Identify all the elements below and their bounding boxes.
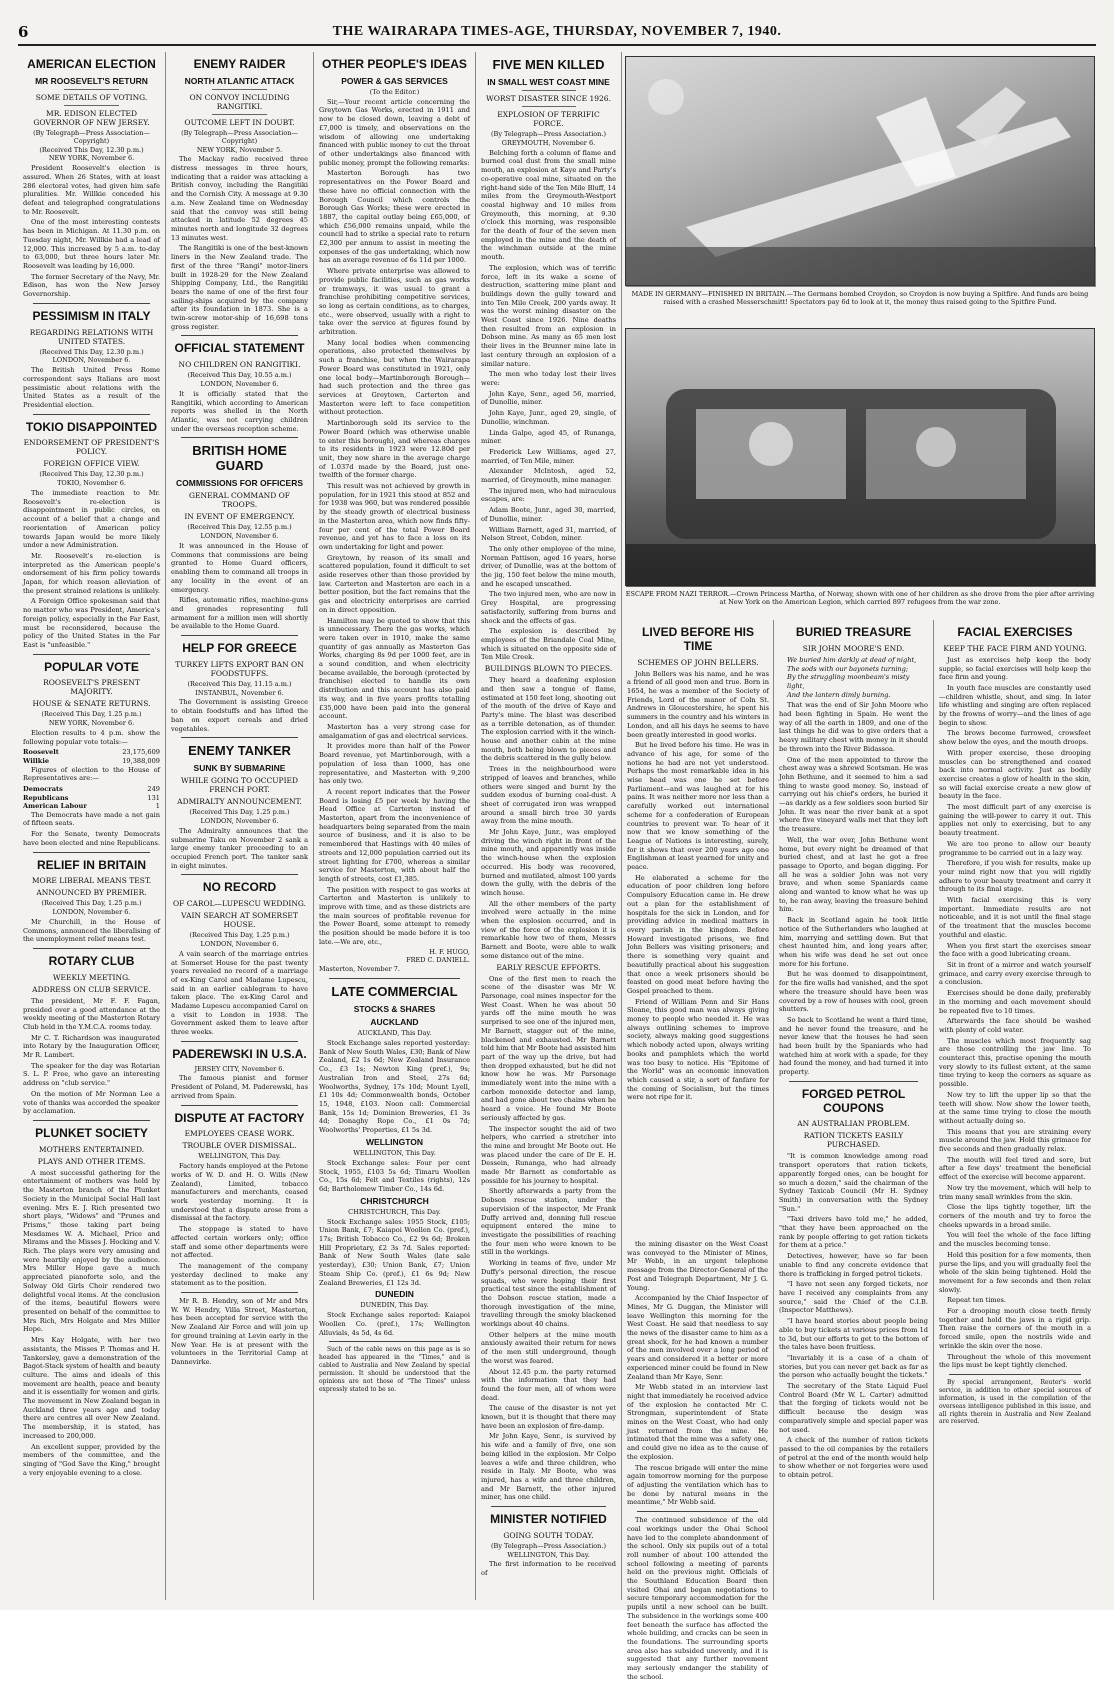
article-body: It was announced in the House of Commons that commissions are being granted to Home Guard officers, enabling them to command all troops in any locality in the event of an emergency. Rifles, automatic rifles, machine-guns and grenades representing full armament for a million men will shortly be available to the Home Guard. <box>171 542 308 631</box>
subheadline: IN SMALL WEST COAST MINE <box>487 76 610 87</box>
house-table <box>23 785 160 811</box>
deck: ENDORSEMENT OF PRESIDENT'S POLICY. <box>23 438 160 457</box>
article-body: A most successful gathering for the entertainment of mothers was held by the Masterton branch of the Plunket Society in the Municipal Social Hall last evening. Mrs E. J. Rich presented two short plays, "Widows" and "Prunes and Prisms," those taking part being Mesdames W. A. Michael, Price and Mirams and the Misses J. Hocking and V. Rich. The plays were very amusing and were heartily enjoyed by the audience. Mrs Miller Hope gave a much appreciated pianoforte solo, and the Solway Old Girls Choir rendered two delightful vocal items. At the conclusion of the items, beautiful flowers were presented on behalf of the committee to Mrs Rich, Mrs Holgate and Mrs Miller Hope. Mrs Kay Holgate, with her two assistants, the Misses P. Thomas and H. Tankersley, gave a demonstration of the Bagot-Stack system of health and beauty culture. The aims and ideals of this movement are health, peace and beauty and it is essentially for women and girls. The movement in New Zealand began in Auckland three years ago and today there are centres all over New Zealand. The membership, it is stated, has increased to 200,000. An excellent supper, provided by the members of the committee, and the singing of "God Save the King," brought a very enjoyable evening to a close. <box>23 1168 160 1477</box>
article-body: The British United Press Rome correspondent says Italians are most pessimistic about relations with the United States as a result of the Presidential election. <box>23 366 160 409</box>
headline: OTHER PEOPLE'S IDEAS <box>322 57 467 71</box>
article-body: The Democrats have made a net gain of fifteen seats. For the Senate, twenty Democrats have been elected and nine Republicans. <box>23 810 160 847</box>
section-heading: EARLY RESCUE EFFORTS. <box>496 962 601 972</box>
article-body: Election results to 4 p.m. show the following popular vote totals:— <box>23 729 160 746</box>
subheadline: NORTH ATLANTIC ATTACK <box>184 75 295 86</box>
deck: SOME DETAILS OF VOTING. <box>35 92 148 102</box>
article-body: Factory hands employed at the Petone works of W. D. and H. O. Wills (New Zealand), Limited, tobacco manufacturers and merchants, ceased work yesterday morning. It is understood that a dispute arose from a dismissal at the factory. The stoppage is stated to have affected certain workers only; office staff and some other departments were not affected. The management of the company yesterday declined to make any statement as to the position. <box>171 1162 308 1288</box>
article-body: The Government is assisting Greece to obtain foodstuffs and has lifted the ban on export cereals and dried vegetables. <box>171 698 308 733</box>
city-heading: CHRISTCHURCH <box>360 1195 429 1206</box>
headline: PADEREWSKI IN U.S.A. <box>172 1046 307 1061</box>
deck: TROUBLE OVER DISMISSAL. <box>182 1141 297 1151</box>
deck: ADDRESS ON CLUB SERVICE. <box>32 984 151 994</box>
article-body: The Mackay radio received three distress messages in three hours, indicating that a raider was attacking a British convoy, including the Rangitiki and the Cornish City. A message at 9.30 a.m. New Zealand time on Wednesday said that the convoy was still being attacked in latitude 52 degrees 45 minutes north and longitude 32 degrees 13 minutes west. The Rangitiki is one of the best-known liners in the New Zealand trade. The first of the three "Rangi" motor-liners built in 1928-29 for the New Zealand Shipping Company, Ltd., the Rangitiki bears the name of one of the first four sailing-ships acquired by the company after its foundation in 1873. She is a twin-screw motor-ship of 16,698 tons gross register. <box>171 155 308 331</box>
photo-caption: MADE IN GERMANY—FINISHED IN BRITAIN.—The Germans bombed Croydon, so Croydon is now buying a Spitfire. And funds are being raised with a crashed Messerschmitt! Spectators pay 6d to look at it, the money thus raised going to the Spitfire Fund. <box>631 290 1089 307</box>
article-body: It is officially stated that the Rangitiki, which according to American reports was shelled in the North Atlantic, was not carrying children under the overseas reception scheme. <box>171 389 308 433</box>
subheadline: MR ROOSEVELT'S RETURN <box>35 75 148 86</box>
cable-note: Such of the cable news on this page as is so headed has appeared in the "Times," and is cabled to Australia and New Zealand by special permission. It should be understood that the opinions are not those of "The Times" unless expressly stated to be so. <box>319 1346 470 1393</box>
article-body: Just as exercises help keep the body supple, so facial exercises will help keep the face firm and young. In youth face muscles are constantly used—children whistle, shout, and sing. In later life whistling and singing are often replaced by the frowns of worry—and the lines of age begin to show. The brows become furrowed, crowsfeet show below the eyes, and the mouth droops. With proper exercise, these drooping muscles can be strengthened and coaxed back into normal activity. Just as bodily exercise creates a glow of health in the skin, so will facial exercise create a new glow of beauty in the face. The most difficult part of any exercise is gaining the will-power to carry it out. This applies not only to exercising, but to any beauty treatment. We are too prone to allow our beauty programme to be carried out in a lazy way. Therefore, if you wish for results, make up your mind right now that you will rigidly adhere to your beauty treatment and carry it through to its final stage. With facial exercising this is very important. Immediate results are not noticeable, and it is not until the final stage of the treatment that the muscles become youthful and elastic. When you first start the exercises smear the face with a good lubricating cream. Sit in front of a mirror and watch yourself grimace, and carry every exercise through to a conclusion. Exercises should be done daily, preferably in the morning and each movement should be repeated five to 10 times. Afterwards the face should be washed with plenty of cold water. The muscles which most frequently sag are those controlling the jaw line. To counteract this, practise opening the mouth very slowly to its fullest extent, at the same time trying to keep the corners as square as possible. Now try to lift the upper lip so that the teeth will show. Now show the lower teeth, at the same time trying to close the mouth without actually doing so. This means that you are straining every muscle around the jaw. Hold this grimace for five seconds and then gradually relax. The mouth will feel tired and sore, but after a few days' treatment the beneficial effect of the exercise will become apparent. Now try the movement, which will help to trim many small wrinkles from the skin. Close the lips tightly together, lift the corners of the mouth and try to force the cheeks upwards in a broad smile. You will feel the whole of the face lifting and the muscles becoming tense. Hold this position for a few moments, then purse the lips, and you will gradually feel the whole of the skin being tightened. Hold the movement for a few seconds and then relax slowly. Repeat ten times. For a drooping mouth close teeth firmly together and hold the jaws in a rigid grip. Then raise the corners of the mouth in a forced smile, open the nostrils wide and wrinkle the skin over the nose. Throughout the whole of this movement the lips must be kept tightly clenched. <box>939 655 1091 1370</box>
page-number: 6 <box>18 23 29 41</box>
dateline: NEW YORK, November 6. <box>48 154 135 163</box>
received-line: (Received This Day, 10.55 a.m.) <box>187 371 292 380</box>
table-row: Willkie 19,388,009 <box>23 757 160 766</box>
photo-crashed-messerschmitt <box>625 56 1095 286</box>
received-line: (Received This Day, 12.55 p.m.) <box>187 523 292 532</box>
article-body: That was the end of Sir John Moore who had been fighting in Spain. He went the way of all the earth in 1809, and one of the last things he did was to give orders that a heavy military chest with money in it should be thrown into the River Bidassoa. One of the men appointed to throw the chest away was a shrewd Scotsman. He was John Bethune, and it seemed to him a sad thing to waste good money. So, instead of carrying out his chief's orders, he buried it—as darkly as a few soldiers soon buried Sir John. It was near the river bank at a spot where five vineyard walls met that they left the treasure. Well, the war over, John Bethune went home, but every night he dreamed of that buried chest, and at last he got a free passage to Oporto, and began digging. For all he was a soldier John was not very brave, and when some Spaniards came along and wanted to know what he was up to, he ran away, leaving the treasure behind him. Back in Scotland again he took little notice of the Sutherlanders who laughed at him, marrying and settling down. But that chest haunted him, and long years after, when his wife was dead he set out once more for his fortune. But he was doomed to disappointment, for the fire walls had vanished, and the spot where the treasure should have been was covered by a row of houses with cool, green shutters. So back to Scotland he went a third time, and he never found the treasure, and he never knew that the houses he had seen had been built by the Spaniards who had watched him at work with a spade, for they had found the money, and had turned it into property. <box>779 701 928 1077</box>
deck: FOREIGN OFFICE VIEW. <box>43 459 140 469</box>
received-line: (Received This Day, 1.25 p.m.) <box>41 710 142 719</box>
deck: HOUSE & SENATE RETURNS. <box>32 699 151 709</box>
dateline: TOKIO, November 6. <box>57 479 126 488</box>
deck: WEEKLY MEETING. <box>52 972 131 982</box>
credit-line: (By Telegraph—Press Association—Copyright) <box>181 128 298 145</box>
received-line: (Received This Day, 12.30 p.m.) <box>39 145 144 154</box>
car-illustration <box>626 329 1096 587</box>
poem: We buried him darkly at dead of night, The sods with our bayonets turning; By the struggling moonbeam's misty light, And the lantern dimly burning. <box>787 655 917 699</box>
dateline: LONDON, November 6. <box>52 356 131 365</box>
deck: MOTHERS ENTERTAINED. <box>38 1144 145 1154</box>
table-row: Roosevelt 23,175,609 <box>23 748 160 757</box>
article-body: Stock Exchange sales: Four per cent Stock, 1955, £103 5s 6d; Timaru Woollen Co., 15s 6d; Felt and Textiles (rights), 12s 6d; Bartholomew Timber Co., 14s 6d. <box>319 1158 470 1193</box>
headline: NO RECORD <box>202 880 277 895</box>
dateline: LONDON, November 6. <box>200 380 279 389</box>
article-body: John Bellers was his name, and he was a friend of all good men and true. Born in 1654, he was a member of the Society of Friends, Lord of the manor of Coln St. Andrews in Gloucestershire, he spent his summers in the country and his winters in London, and all his days he seems to have been greatly interested in good works. But he lived before his time. He was in advance of his age, for some of the notions he had are not yet understood. Perhaps the most remarkable idea in his wise head was one he set before Parliament—and was laughed at for his pains. It was neither more nor less than a carefully worked out international scheme for a confederation of European countries to prevent war. To hear of it now that we know something of the League of Nations is interesting, surely, for it shows that over 200 years ago one Englishman at least yearned for unity and peace. He elaborated a scheme for the education of poor children long before Compulsory Education came in. He drew out a plan for the establishment of hospitals for the sick in London, and for providing advice in medical matters in every parish in the kingdom. Before Howard investigated prisons, we find John Bellers was visiting prisoners; and there is something very quaint and beautifully practical about his suggestion that once a week prisoners should be feasted on good meat before having the Gospel preached to them. Friend of William Penn and Sir Hans Sloane, this good man was always giving money to people who needed it. He was always outlining schemes to improve society, always making good suggestions which nobody acted upon, always writing books and pamphlets which the world was too busy to notice. His "Epitome of the World" was an economic innovation which caused a stir, a sort of fanfare for the coming of Socialism, but the times were not ripe for it. <box>627 669 769 1102</box>
article-body: President Roosevelt's election is assured. When 26 States, with at least 286 electoral votes, had given him safe pluralities. Mr. Willkie conceded his defeat and telegraphed congratulations to Mr. Roosevelt. One of the most interesting contests has been in Michigan. At 11.30 p.m. on Tuesday night, Mr. Willkie had a lead of 12,000. This increased by 5 a.m. to-day to 63,000, but three hours later Mr. Roosevelt was leading by 16,000. The former Secretary of the Navy, Mr. Edison, has won the New Jersey Governorship. <box>23 164 160 299</box>
dateline: LONDON, November 6. <box>200 532 279 541</box>
headline: LIVED BEFORE HIS TIME <box>641 625 754 653</box>
headline: OFFICIAL STATEMENT <box>174 341 305 356</box>
deck: SCHEMES OF JOHN BELLERS. <box>637 657 759 667</box>
received-line: (Received This Day, 12.30 p.m.) <box>39 470 144 479</box>
received-line: (Received This Day, 1.25 p.m.) <box>189 931 290 940</box>
headline: DISPUTE AT FACTORY <box>174 1110 305 1125</box>
column-american-election <box>18 52 166 1600</box>
headline: PLUNKET SOCIETY <box>35 1125 148 1140</box>
deck: ROOSEVELT'S PRESENT MAJORITY. <box>43 678 140 697</box>
received-line: (Received This Day, 1.25 p.m.) <box>41 899 142 908</box>
article-body: Belching forth a column of flame and burned coal dust from the small mine mouth, an explosion at Kaye and Party's co-operative coal mine, situated on the right-hand side of the Ten Mile Bluff, 14 miles from the Greymouth-Westport coastal highway and 10 miles from Greymouth, this morning, at 9.30 o'clock this morning, was responsible for the death of four of the seven men employed in the mine and the death of the winchman outside at the mine mouth. The explosion, which was of terrific force, left in its wake a scene of destruction, scattering mine plant and buildings down the gully toward and into Ten Mile Creek, 200 yards away. It was the worst mining disaster on the West Coast since 1926. Nine deaths then resulted from an explosion in Dobson mine. As many as 65 men lost their lives in the Brunner mine late in last century through an explosion of a similar nature. The men who today lost their lives were: John Kaye, Senr., aged 56, married, of Dunollie, miner. John Kaye, Junr., aged 29, single, of Dunollie, winchman. Linda Galpo, aged 45, of Runanga, miner. Frederick Lew Williams, aged 27, married, of Ten Mile, miner. Alexander McIntosh, aged 52, married, of Greymouth, mine manager. The injured men, who had miraculous escapes, are: Adam Boote, Junr., aged 30, married, of Dunollie, miner. William Barnett, aged 31, married, of Nelson Street, Cobden, miner. The only other employee of the mine, Norman Pattison, aged 16 years, horse driver, of Dunollie, was at the bottom of the jig, 150 feet below the mine mouth, and he escaped unscathed. The two injured men, who are now in Grey Hospital, are progressing satisfactorily, suffering from burns and shock and the effects of gas. The explosion is described by employees of the Briandale Coal Mine, which is situated on the opposite side of Ten Mile Creek. <box>481 148 616 662</box>
subheadline: COMMISSIONS FOR OFFICERS <box>175 478 304 489</box>
deck: SIR JOHN MOORE'S END. <box>802 643 905 653</box>
signature: FRED C. DANIELL. <box>406 956 470 965</box>
masthead <box>18 20 1096 46</box>
deck: EMPLOYEES CEASE WORK. <box>184 1129 295 1139</box>
headline: ENEMY TANKER <box>188 743 291 759</box>
deck: IN EVENT OF EMERGENCY. <box>184 512 295 522</box>
credit-line: (By Telegraph—Press Association.) <box>491 130 606 139</box>
headline: HELP FOR GREECE <box>182 641 297 656</box>
deck: RATION TICKETS EASILY PURCHASED. <box>803 1131 904 1150</box>
headline: FACIAL EXERCISES <box>957 625 1073 639</box>
article-body: "It is common knowledge among road transport operators that ration tickets, apparently forged ones, can be bought for so much a dozen," said the chairman of the Sydney Taxicab Council (Mr H. Sydney Smith) in conversation with the Sydney "Sun." "Taxi drivers have told me," he added, "that they have been approached on the rank by people offering to get ration tickets for them at a price." Detectives, however, have so far been unable to find any concrete evidence that there is trafficking in forged petrol tickets. "I have not seen any forged tickets, nor have I received any complaints from any source," said the Chief of the C.I.B. (Inspector Matthews). "I have heard stories about people being able to buy tickets at various prices from 1d to 3d, but our efforts to get to the bottom of the tales have been fruitless. "Invariably it is a case of a chain of stories, but you can never get back as far as the person who actually bought the tickets." The secretary of the State Liquid Fuel Control Board (Mr W. L. Carter) admitted that the forging of tickets would not be difficult because the design was comparatively simple and special paper was not used. A check of the number of ration tickets passed to the oil companies by the retailers of petrol at the end of the month would help to show whether or not forgeries were used to obtain petrol. <box>779 1152 928 1480</box>
dateline: NEW YORK, November 6. <box>48 719 135 728</box>
headline: TOKIO DISAPPOINTED <box>25 419 158 434</box>
headline: MINISTER NOTIFIED <box>490 1512 607 1527</box>
headline: BRITISH HOME GUARD <box>192 443 287 474</box>
deck: VAIN SEARCH AT SOMERSET HOUSE. <box>181 911 298 930</box>
dateline: LONDON, November 6. <box>200 940 279 949</box>
deck: GOING SOUTH TODAY. <box>503 1530 594 1540</box>
article-body: Stock Exchange sales reported: Kaiapoi Woollen Co. (pref.), 17s; Wellington Alluvials, 4s 5d, 4s 6d. <box>319 1311 470 1337</box>
received-line: (Received This Day, 1.25 p.m.) <box>189 808 290 817</box>
city-heading: DUNEDIN <box>375 1289 414 1300</box>
dateline: WELLINGTON, This Day. <box>507 1550 590 1559</box>
deck: MR. EDISON ELECTED GOVERNOR OF NEW JERSEY. <box>33 108 150 127</box>
to-editor: (To the Editor.) <box>369 87 420 96</box>
article-body: The famous pianist and former President of Poland, M. Paderewski, has arrived from Spain. <box>171 1074 308 1100</box>
headline: RELIEF IN BRITAIN <box>36 857 147 872</box>
dateline: WELLINGTON, This Day. <box>198 1152 281 1161</box>
city-heading: AUCKLAND <box>370 1017 419 1028</box>
photo-princess-martha <box>625 328 1095 586</box>
article-body: the mining disaster on the West Coast was conveyed to the Minister of Mines, Mr Webb, in an urgent telephone message from the Director-General of the Post and Telegraph Department, Mr J. G. Young. Accompanied by the Chief Inspector of Mines, Mr G. Duggan, the Minister will leave Wellington this morning for the West Coast. He said that needless to say the news of the disaster came to him as a great shock, for he had known a number of the men involved over a long period of years and considered it a better or more experienced miner could be found in New Zealand than Mr Kaye, Senr. Mr Webb stated in an interview last night that immediately he received advice of the explosion he contacted Mr C. Strongman, superintendent of State mines on the West Coast, who had only just returned from the mine. He intimated that the mine was a safety one, and could give no idea as to the cause of the explosion. The rescue brigade will enter the mine again tomorrow morning for the purpose of adjusting the ventilation which has to be done by natural means in the meantime," Mr Webb said. <box>627 1240 768 1507</box>
deck: PLAYS AND OTHER ITEMS. <box>37 1156 146 1166</box>
article-body: One of the first men to reach the scene of the disaster was Mr W. Parsonage, coal mines inspector for the West Coast. When he was about 50 yards off the mine mouth he was surprised to see one of the injured men, Mr Barnett, stagger out of the mine, blackened and exhausted. Mr Barnett told him that Mr Boote had assisted him part of the way up the drive, but had then dropped exhausted, but he did not know how he was. Mr Parsonage immediately went into the mine with a carbon monoxide detector and lamp, and had gone about two chains when he heard a voice. He found Mr Boote seriously affected by gas. The inspector sought the aid of two helpers, who carried a stretcher into the mine and brought Mr Boote out. He was placed under the care of Dr E. H. Dessein, Runanga, who had already made Mr Barnett as comfortable as possible for his journey to hospital. Shortly afterwards a party from the Dobson rescue station, under the supervision of the inspector, Mr Frank Duffy arrived and, donning full rescue equipment entered the mine to investigate the possibilities of reaching the four men who were known to be still in the workings. Working in teams of five, under Mr Duffy's personal direction, the rescue squads, who were hoping their first practical test since the establishment of the Dobson rescue station, made a thorough investigation of the mine, travelling through the smoky blackened workings about 40 chains. Other helpers at the mine mouth anxiously awaited their return for news of the men still underground, though the worst was feared. About 12.45 p.m. the party returned with the information that they had found the four men, all of whom were dead. The cause of the disaster is not yet known, but it is thought that there may have been an explosion of fire-damp. Mr John Kaye, Senr., is survived by his wife and a family of five, one son being killed in the explosion. Mr Colpo leaves a wife and three children, who reside in Italy. Mr Boote, who was injured, has a wife and three children, and Mr Barnett, the other injured miner, has one child. <box>481 974 616 1502</box>
deck: REGARDING RELATIONS WITH UNITED STATES. <box>29 327 154 346</box>
deck: EXPLOSION OF TERRIFIC FORCE. <box>497 110 600 129</box>
headline: BURIED TREASURE <box>795 625 912 639</box>
signature-place: Masterton, November 7. <box>319 965 400 974</box>
subheadline: SUNK BY SUBMARINE <box>193 763 286 774</box>
column-other-peoples-ideas <box>314 52 476 1600</box>
column-enemy-raider <box>166 52 314 1600</box>
column-five-men-killed <box>476 52 622 1600</box>
subheadline: STOCKS & SHARES <box>353 1003 436 1014</box>
headline: ENEMY RAIDER <box>193 57 286 71</box>
deck: GENERAL COMMAND OF TROOPS. <box>189 491 290 510</box>
city-heading: WELLINGTON <box>366 1136 423 1147</box>
article-body: The first information to be received of <box>481 1560 616 1578</box>
article-body: The president, Mr F. F. Fagan, presided over a good attendance at the weekly meeting of the Masterton Rotary Club held in the Y.M.C.A. rooms today. Mr C. T. Richardson was inaugurated into Rotary by the Inauguration Officer, Mr R. Lambert. The speaker for the day was Rotarian S. L. P. Free, who gave an interesting address on "club service." On the motion of Mr Norman Lee a vote of thanks was accorded the speaker by acclamation. <box>23 996 160 1116</box>
received-line: (Received This Day, 11.15 a.m.) <box>187 679 292 688</box>
article-body: Mr R. B. Hendry, son of Mr and Mrs W. W. Hendry, Villa Street, Masterton, has been accepted for service with the New Zealand Air Force and will join up for ground training at Levin early in the New Year. He is at present with the volunteers in the Territorial Camp at Dannevirke. <box>171 1297 308 1366</box>
credit-line: (By Telegraph—Press Association—Copyright) <box>33 128 150 145</box>
headline: ROTARY CLUB <box>48 954 135 968</box>
column-facial-exercises <box>934 620 1096 1600</box>
article-body: Stock Exchange sales reported yesterday: Bank of New South Wales, £30; Bank of New Zealand, £2 1s 6d; New Zealand Insurance Co., £3 1s; Newton King (pref.), 9s; Australian Iron and Steel, 27s 6d; Woolworths, Sydney, 17s 10d; Mount Lyell, £1 10s 4d; Commonwealth bonds, October 15, 1948, £103. Noon call: Commercial Bank, 15s 1d; Dominion Breweries, £1 3s 4d; Donaghy Rope Co., £1 0s 7d; Woolworths' Properties, £1 5s 3d. <box>319 1039 470 1135</box>
article-body: A vain search of the marriage entries at Somerset House for the past twenty years revealed no record of a marriage of ex-King Carol and Madame Lupescu, said in an earlier cablegram to have taken place. The ex-King Carol and Madame Lupescu accompanied Carol on a visit to London in 1938. The Government asked them to leave after three weeks. <box>171 949 308 1037</box>
article-body: The continued subsidence of the old coal workings under the Ohai School have led to the complete abandonment of the school. Only six pupils out of a total roll number of about 100 attended the school following a meeting of parents held on the previous night. Officials of the Southland Education Board then visited Ohai and began negotiations to secure temporary accommodation for the pupils until a new school can be built. The subsidence in the workings some 400 feet beneath the surface has affected the whole building, and cracks can be seen in the foundations. The surrounding sports area also has subsided unevenly, and it is suggested that any further movement may seriously endanger the stability of the school. <box>627 1516 768 1681</box>
article-body: They heard a deafening explosion and then saw a tongue of flame, estimated at 150 feet long, shooting out of the mouth of the drive of Kaye and Party's mine. The blast was described as a terrible detonation, as of thunder. The explosion carried with it the winch-house and another cabin at the mine mouth, both being blown to pieces and the debris scattered in the gully below. Trees in the neighbourhood were stripped of leaves and branches, while others were singed and burnt by the sudden exodus of burning coal-dust. A sheet of corrugated iron was wrapped around a small birch tree 30 yards away from the mine mouth. Mr John Kaye, Junr., was employed driving the winch right in front of the mine mouth, and apparently was inside the winch-house when the explosion occurred. His body was recovered, burned and mutilated, almost 100 yards down the gully, with the debris of the winch house. All the other members of the party involved were actually in the mine when the explosion occurred, and in view of the force of the explosion it is remarkable how two of them, Messrs Barnett and Boote, were able to walk some distance out of the mine. <box>481 676 616 960</box>
dateline: GREYMOUTH, November 6. <box>501 138 596 147</box>
deck: MORE LIBERAL MEANS TEST. <box>31 876 152 886</box>
headline: FORGED PETROL COUPONS <box>801 1086 906 1115</box>
article-body: The immediate reaction to Mr. Roosevelt's re-election is disappointment in public circles, on account of a belief that a change and reorientation of American policy towards Japan would be more likely under a new Administration. Mr. Roosevelt's re-election is interpreted as the American people's endorsement of his firm policy towards Japan, for which reason alleviation of the present strained relations is unlikely. A Foreign Office spokesman said that no matter who was President, America's foreign policy, especially in the Far East, must be reconsidered, because the policy of the United States in the Far East is "unfeasible." <box>23 489 160 649</box>
table-row: Republicans 131 <box>23 793 160 802</box>
letter-body: Sir,—Your recent article concerning the Greytown Gas Works, erected in 1911 and now to be closed down, leaving a debt of £7,000 is timely, and observations on the wisdom of allowing one undertaking financed with public money to cut the throat of other undertakings also financed with public money, prompt the following remarks: Masterton Borough has two representatives on the Power Board and these have no official connection with the Borough Council which controls the Borough Gas Works; these were erected in 1887, the capital outlay being £65,000, of which £56,000 remains unpaid, while the council had to strike a special rate to return £2,300 per annum to assist in meeting the expenses of the gas undertaking, which now has an average revenue of 6s 11d per 1000. Where private enterprise was allowed to provide public facilities, such as gas works or tramways, it was usual to grant a franchise prohibiting competitive services, so long as certain conditions, as to charges, etc., were observed, usually with a right to take over the service at figures found by arbitration. Many local bodies when commencing operations, also protected themselves by such a franchise, but when the Wairarapa Power Board was constituted in 1921, only one local body—Martinborough Borough—had such protection and the three gas services at Greytown, Carterton and Masterton were left to face competition without protection. Martinborough sold its service to the Power Board (which was otherwise unable to enter this borough), and whereas charges to its residents in 1923 were 12.80d per unit, they now share in the average charge of 1.037d made by the Board, just one-twelfth of the former charge. This result was not achieved by growth in population, for in 1921 this stood at 852 and for 1938 was 960, but was rendered possible by the steady growth of electrical business in the Masterton area, which now finds fifty-four per cent of the total Power Board revenue, and yet has to face a loss on its own undertaking for light and power. Greytown, by reason of its small and scattered population, found it difficult to set aside reserves other than those provided by law. Carterton and Masterton are each in a better position, but the fact remains that the gas and electricity enterprises are carried on in direct opposition. Hamilton may be quoted to show that this is unnecessary. There the gas works, which were taken over in 1910, make the same quantity of gas annually as Masterton Gas Works, charging 8s 9d per 1000 feet, are in a sound condition, and when electricity became available, the borough (protected by franchise) elected to handle its own distribution and this account has also paid its way, and in five years profits totalling £35,000 have been paid into the general account. Masterton has a very strong case for amalgamation of gas and electrical services. It provides more than half of the Power Board revenue, yet Martinborough, with a population of less than 1000, has one representative, and Masterton with 9,200 has only two. A recent report indicates that the Power Board is losing £5 per week by having the Head Office at Carterton instead of Masterton, apart from the inconvenience of headquarters being separated from the main source of business, and it is also to be remembered that Hastings with 40 miles of streets and 12,000 population carried out its street lighting for £700, whereas a similar service for Masterton, with about half the length of streets, cost £1,385. The position with respect to gas works at Carterton and Masterton is unlikely to improve with time, and as these districts are the main sources of profitable revenue for the Power Board, some attempt to remedy the position should be made before it is too late.—We are, etc., <box>319 97 470 946</box>
article-body: The Admiralty announces that the submarine Taku on November 2 sank a large enemy tanker proceeding to an occupied French port. The tanker sank in eight minutes. <box>171 826 308 870</box>
deck: ADMIRALTY ANNOUNCEMENT. <box>177 797 302 807</box>
plane-illustration <box>626 57 1096 287</box>
deck: OF CAROL—LUPESCU WEDDING. <box>172 899 306 909</box>
deck: WORST DISASTER SINCE 1926. <box>486 94 611 104</box>
dateline: DUNEDIN, This Day. <box>360 1301 429 1310</box>
table-row: Democrats 249 <box>23 785 160 793</box>
article-body: Mr Churchill, in the House of Commons, announced the liberalising of the unemployment relief means test. <box>23 917 160 944</box>
credit-line: (By Telegraph—Press Association.) <box>491 1541 606 1550</box>
headline: PESSIMISM IN ITALY <box>32 308 151 323</box>
dateline: LONDON, November 6. <box>200 817 279 826</box>
headline: AMERICAN ELECTION <box>27 57 156 71</box>
dateline: LONDON, November 6. <box>52 908 131 917</box>
reuter-note: By special arrangement, Reuter's world service, in addition to other special sources of information, is used in the compilation of the overseas intelligence published in this issue, and all rights therein in Australia and New Zealand are reserved. <box>939 1378 1091 1426</box>
article-body: Figures of election to the House of Representatives are:— <box>23 765 160 783</box>
table-row: American Labour 1 <box>23 802 160 811</box>
signature: H. F. HUGO, <box>429 947 470 956</box>
dateline: JERSEY CITY, November 6. <box>194 1064 285 1073</box>
dateline: CHRISTCHURCH, This Day. <box>348 1207 441 1216</box>
deck: KEEP THE FACE FIRM AND YOUNG. <box>943 643 1087 653</box>
headline: POPULAR VOTE <box>44 659 139 674</box>
deck: NO CHILDREN ON RANGITIKI. <box>178 360 301 370</box>
deck: OUTCOME LEFT IN DOUBT. <box>184 117 295 127</box>
headline: FIVE MEN KILLED <box>492 57 605 72</box>
vote-table <box>23 748 160 765</box>
deck: ON CONVOY INCLUDING RANGITIKI. <box>189 92 290 111</box>
headline: LATE COMMERCIAL <box>331 983 458 999</box>
deck: WHILE GOING TO OCCUPIED FRENCH PORT. <box>180 776 299 795</box>
dateline: WELLINGTON, This Day. <box>353 1149 436 1157</box>
photo-caption: ESCAPE FROM NAZI TERROR.—Crown Princess Martha, of Norway, shown with one of her children as she drove from the pier after arriving at New York on the American Legion, which carried 897 refugees from the war zone. <box>625 590 1095 607</box>
section-heading: BUILDINGS BLOWN TO PIECES. <box>484 664 613 674</box>
article-body: Stock Exchange sales: 1955 Stock, £105; Union Bank, £7; Kaiapoi Woollen Co. (pref.), 17s; British Tobacco Co., £2 9s 6d; Broken Hill Proprietary, £2 3s 7d. Sales reported: Bank of New South Wales (late sale yesterday), £30; Union Bank, £7; Union Steam Ship Co. (pref.), £1 6s 9d; New Zealand Breweries, £1 12s 3d. <box>319 1217 470 1287</box>
deck: AN AUSTRALIAN PROBLEM. <box>797 1119 910 1129</box>
dateline: AUCKLAND, This Day. <box>357 1029 432 1038</box>
deck: ANNOUNCED BY PREMIER. <box>36 888 147 898</box>
subheadline: POWER & GAS SERVICES <box>341 75 448 86</box>
dateline: INSTANBUL, November 6. <box>195 688 284 697</box>
column-lived-before-his-time <box>622 620 774 1240</box>
masthead-title: THE WAIRARAPA TIMES-AGE, THURSDAY, NOVEMBER 7, 1940. <box>332 24 782 39</box>
dateline: NEW YORK, November 5. <box>196 145 283 154</box>
received-line: (Received This Day, 12.30 p.m.) <box>39 347 144 356</box>
deck: TURKEY LIFTS EXPORT BAN ON FOODSTUFFS. <box>175 659 304 678</box>
column-buried-treasure <box>774 620 934 1600</box>
